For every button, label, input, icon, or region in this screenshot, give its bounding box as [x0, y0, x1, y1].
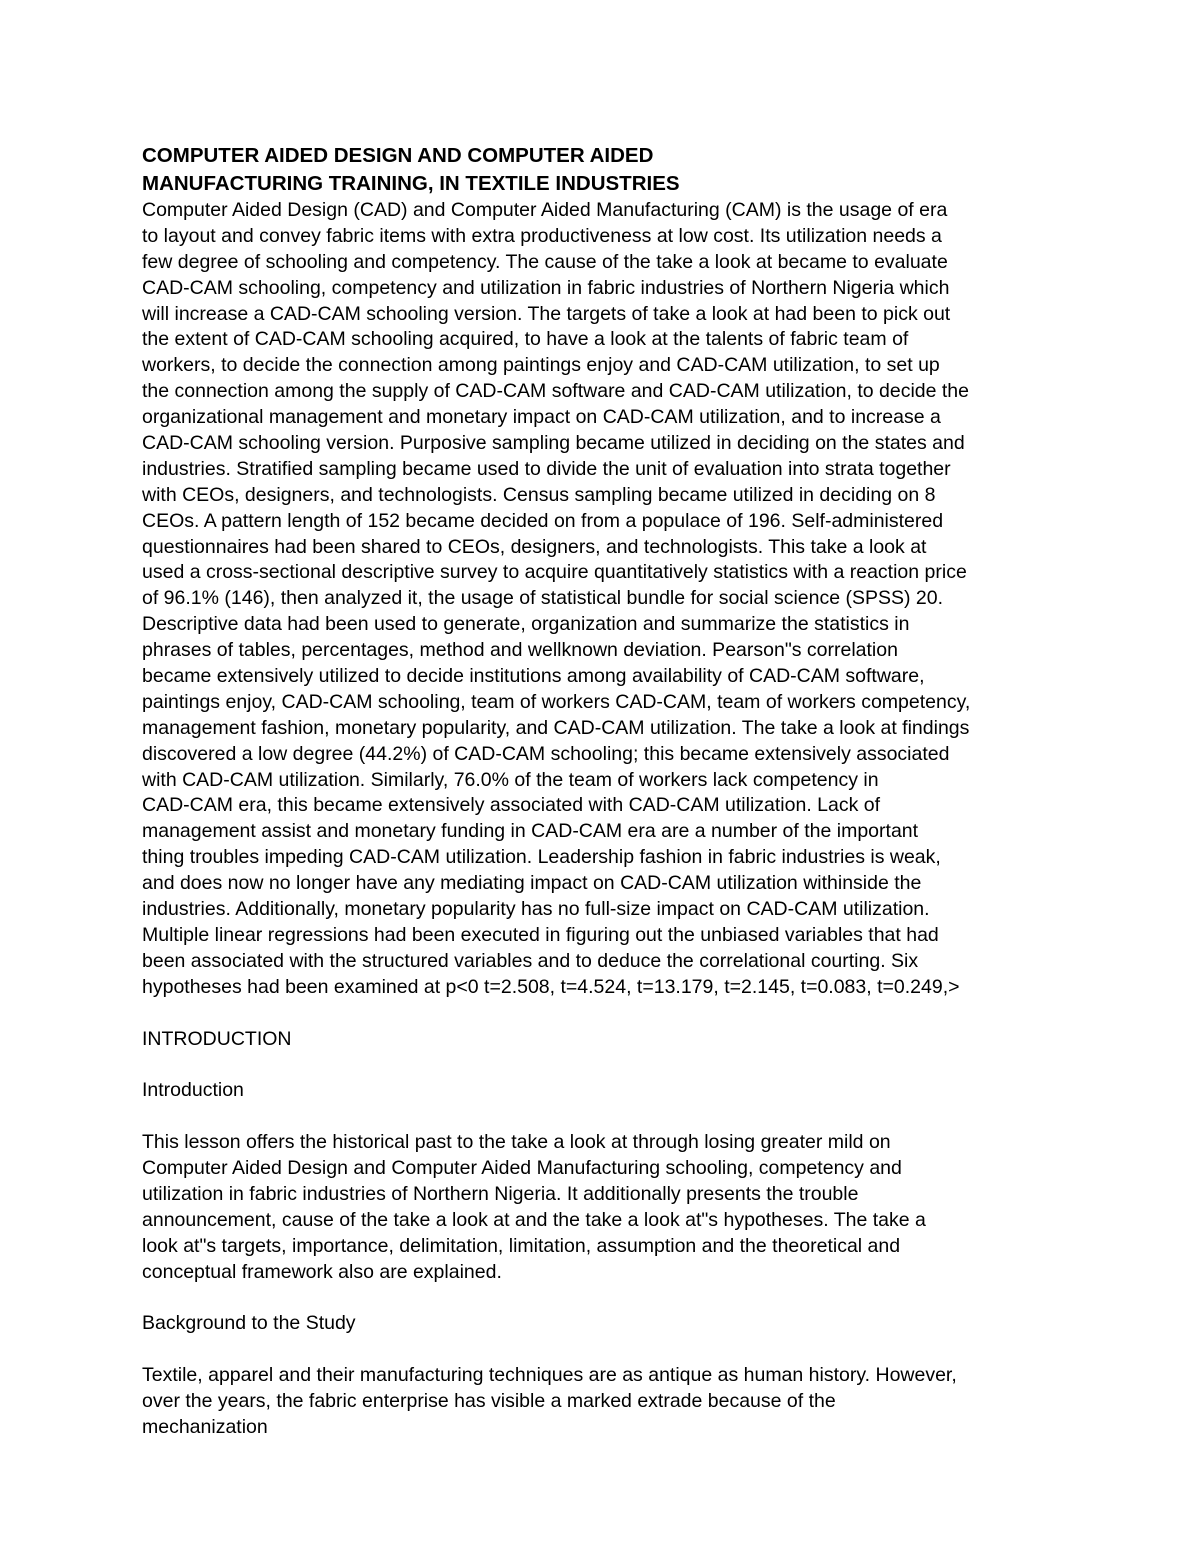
abstract-line: of 96.1% (146), then analyzed it, the usage of statistical bundle for social science (SPSS) 20.: [142, 587, 944, 610]
section-heading-background: Background to the Study: [142, 1312, 356, 1335]
abstract-line: thing troubles impeding CAD-CAM utilization. Leadership fashion in fabric industries is weak,: [142, 846, 941, 869]
background-line: mechanization: [142, 1415, 268, 1438]
abstract-line: Descriptive data had been used to generate, organization and summarize the statistics in: [142, 613, 910, 636]
abstract-line: became extensively utilized to decide institutions among availability of CAD-CAM software,: [142, 665, 925, 688]
paragraph-gap: [142, 1285, 1072, 1311]
intro-line: look at"s targets, importance, delimitation, limitation, assumption and the theoretical and: [142, 1234, 901, 1257]
abstract-line: been associated with the structured variables and to deduce the correlational courting. Six: [142, 949, 919, 972]
background-line: Textile, apparel and their manufacturing techniques are as antique as human history. However,: [142, 1364, 957, 1387]
abstract-line: CAD-CAM schooling, competency and utilization in fabric industries of Northern Nigeria which: [142, 276, 950, 299]
intro-line: This lesson offers the historical past to the take a look at through losing greater mild on: [142, 1131, 891, 1154]
abstract-line: used a cross-sectional descriptive survey to acquire quantitatively statistics with a reaction price: [142, 561, 967, 584]
document-title: [142, 142, 1072, 198]
abstract-line: organizational management and monetary impact on CAD-CAM utilization, and to increase a: [142, 406, 941, 429]
introduction-paragraph: [142, 1130, 1072, 1285]
abstract-line: CAD-CAM schooling version. Purposive sampling became utilized in deciding on the states and: [142, 432, 965, 455]
abstract-line: questionnaires had been shared to CEOs, designers, and technologists. This take a look at: [142, 535, 927, 558]
abstract-line: CAD-CAM era, this became extensively associated with CAD-CAM utilization. Lack of: [142, 794, 881, 817]
background-paragraph: [142, 1363, 1072, 1441]
abstract-paragraph: [142, 198, 1072, 1001]
abstract-line: CEOs. A pattern length of 152 became decided on from a populace of 196. Self-administered: [142, 509, 944, 532]
abstract-line: management fashion, monetary popularity, and CAD-CAM utilization. The take a look at findings: [142, 716, 970, 739]
abstract-line: phrases of tables, percentages, method and wellknown deviation. Pearson"s correlation: [142, 639, 898, 662]
abstract-line: industries. Stratified sampling became used to divide the unit of evaluation into strata together: [142, 457, 951, 480]
abstract-line: management assist and monetary funding in CAD-CAM era are a number of the important: [142, 820, 919, 843]
abstract-line: discovered a low degree (44.2%) of CAD-CAM schooling; this became extensively associated: [142, 742, 950, 765]
paragraph-gap: [142, 1337, 1072, 1363]
paragraph-gap: [142, 1104, 1072, 1130]
abstract-line: with CEOs, designers, and technologists. Census sampling became utilized in deciding on 8: [142, 483, 936, 506]
intro-line: announcement, cause of the take a look at and the take a look at"s hypotheses. The take a: [142, 1208, 926, 1231]
paragraph-gap: [142, 1052, 1072, 1078]
abstract-line: few degree of schooling and competency. The cause of the take a look at became to evaluate: [142, 250, 948, 273]
intro-line: conceptual framework also are explained.: [142, 1260, 502, 1283]
section-heading-introduction-upper: INTRODUCTION: [142, 1027, 292, 1050]
paragraph-gap: [142, 1001, 1072, 1027]
abstract-line: with CAD-CAM utilization. Similarly, 76.0% of the team of workers lack competency in: [142, 768, 879, 791]
abstract-line: the connection among the supply of CAD-CAM software and CAD-CAM utilization, to decide the: [142, 380, 969, 403]
document-page: [142, 142, 1072, 1441]
abstract-line: industries. Additionally, monetary popularity has no full-size impact on CAD-CAM utilization.: [142, 898, 930, 921]
abstract-line: will increase a CAD-CAM schooling version. The targets of take a look at had been to pick out: [142, 302, 951, 325]
background-line: over the years, the fabric enterprise has visible a marked extrade because of the: [142, 1389, 836, 1412]
title-line-2: MANUFACTURING TRAINING, IN TEXTILE INDUSTRIES: [142, 172, 680, 195]
title-line-1: COMPUTER AIDED DESIGN AND COMPUTER AIDED: [142, 144, 654, 167]
abstract-line: and does now no longer have any mediating impact on CAD-CAM utilization withinside the: [142, 872, 922, 895]
section-heading-introduction: Introduction: [142, 1079, 244, 1102]
abstract-line: the extent of CAD-CAM schooling acquired, to have a look at the talents of fabric team of: [142, 328, 909, 351]
intro-line: utilization in fabric industries of Northern Nigeria. It additionally presents the trouble: [142, 1182, 859, 1205]
abstract-line: hypotheses had been examined at p<0 t=2.508, t=4.524, t=13.179, t=2.145, t=0.083, t=0.249,>: [142, 975, 960, 998]
abstract-line: Computer Aided Design (CAD) and Computer Aided Manufacturing (CAM) is the usage of era: [142, 199, 948, 221]
intro-line: Computer Aided Design and Computer Aided Manufacturing schooling, competency and: [142, 1156, 902, 1179]
abstract-line: Multiple linear regressions had been executed in figuring out the unbiased variables that had: [142, 923, 939, 946]
abstract-line: paintings enjoy, CAD-CAM schooling, team of workers CAD-CAM, team of workers competency,: [142, 690, 971, 713]
abstract-line: workers, to decide the connection among paintings enjoy and CAD-CAM utilization, to set up: [142, 354, 940, 377]
abstract-line: to layout and convey fabric items with extra productiveness at low cost. Its utilization needs a: [142, 224, 942, 247]
